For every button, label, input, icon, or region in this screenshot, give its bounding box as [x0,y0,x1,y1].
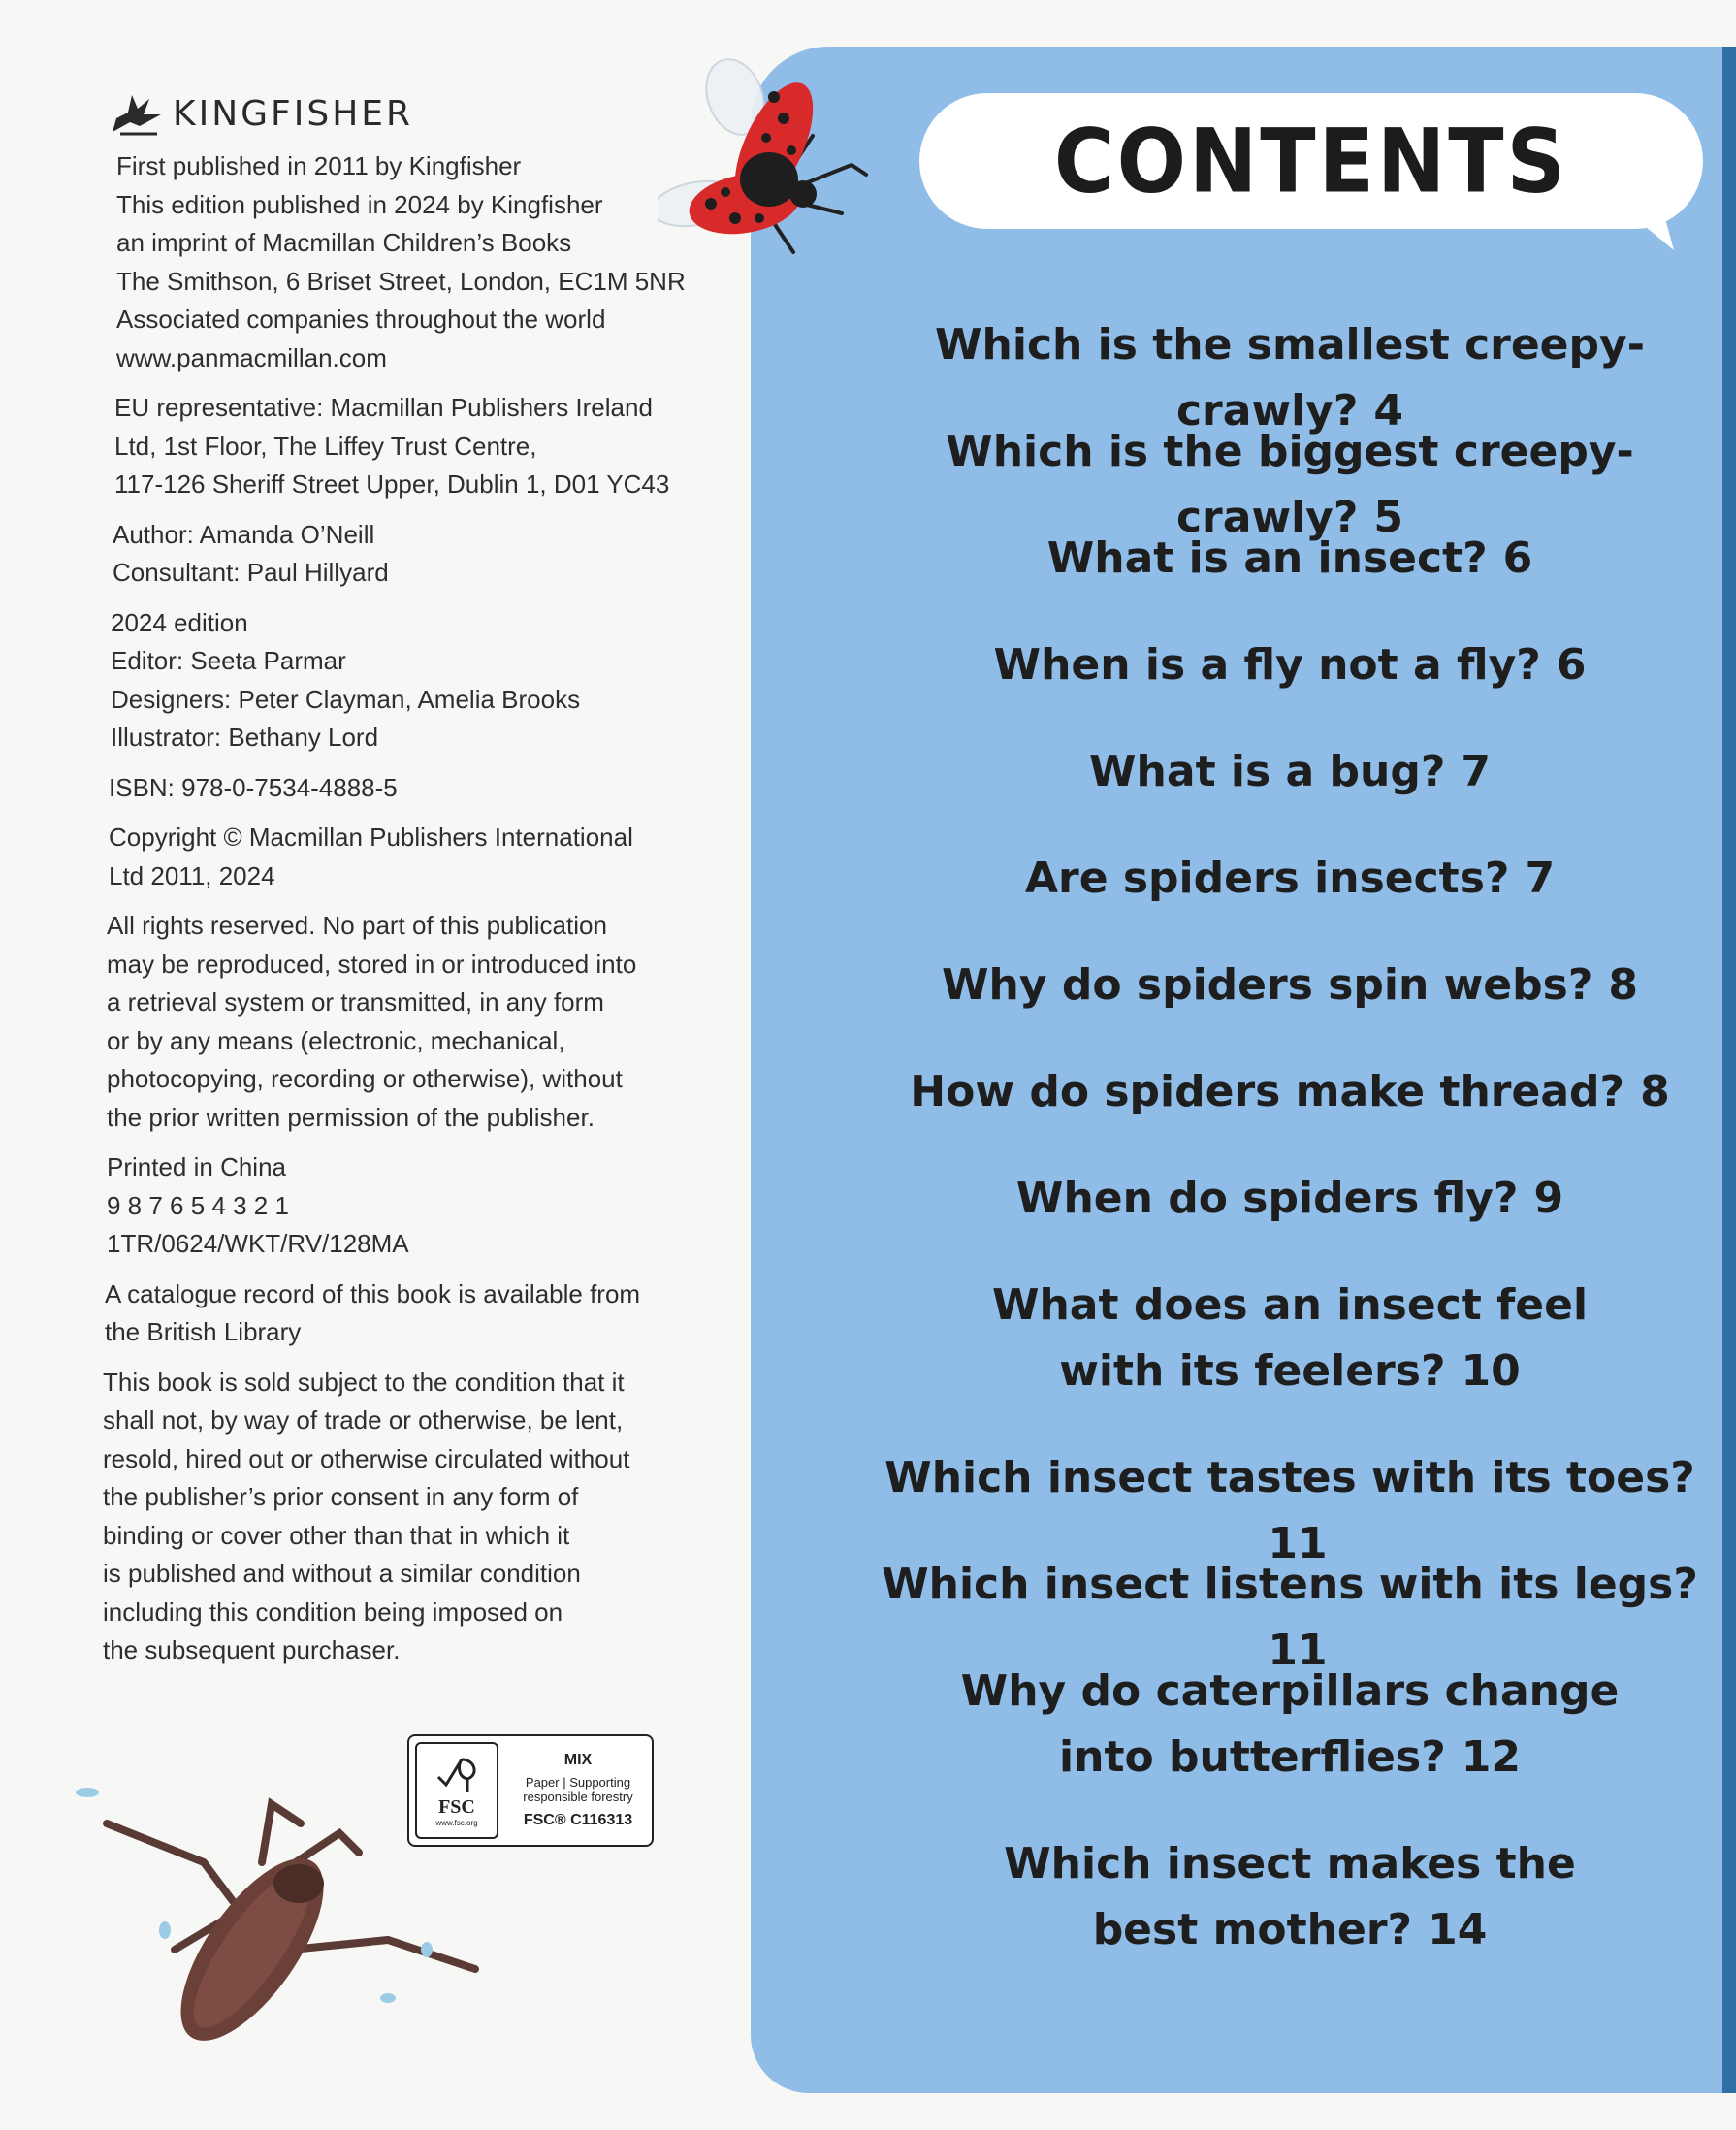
imprint-line: Consultant: Paul Hillyard [113,558,389,587]
isbn: ISBN: 978-0-7534-4888-5 [109,772,398,802]
toc-entry[interactable] [873,632,1707,698]
imprint-line: shall not, by way of trade or otherwise, be lent, [103,1405,624,1435]
imprint-line: photocopying, recording or otherwise), without [107,1064,623,1093]
toc-entry-page: 8 [1640,1067,1670,1116]
copyright-block [109,819,702,895]
contents-title-bubble [919,93,1703,229]
toc-entry[interactable] [873,526,1707,592]
credits-block [113,516,702,593]
water-beetle-illustration [68,1785,514,2066]
toc-entry-page: 9 [1533,1174,1564,1223]
toc-entry-title: Which is the biggest creepy-crawly? [946,427,1634,542]
sale-condition-block [103,1364,702,1670]
imprint-line: Designers: Peter Clayman, Amelia Brooks [111,684,581,714]
imprint-line: binding or cover other than that in which it [103,1520,570,1550]
printed-block [107,1148,702,1264]
imprint-line: This edition published in 2024 by Kingfisher [116,189,603,219]
toc-entry[interactable] [873,1831,1707,1963]
imprint-line: 1TR/0624/WKT/RV/128MA [107,1229,409,1258]
imprint-line: Printed in China [107,1152,286,1181]
toc-entry-page: 14 [1428,1905,1488,1954]
imprint-line: resold, hired out or otherwise circulated without [103,1443,630,1473]
toc-entry-page: 11 [1268,1626,1328,1675]
toc-entry-title: What does an insect feel with its feelers? [991,1280,1589,1396]
kingfisher-bird-icon [111,93,163,136]
imprint-line: the publisher’s prior consent in any form of [103,1482,579,1511]
toc-entry[interactable] [873,846,1707,912]
fsc-info [504,1736,652,1845]
publisher-logo [111,93,702,136]
toc-entry-title: When is a fly not a fly? [993,640,1541,690]
toc-entry-page: 8 [1608,960,1638,1010]
fsc-url: www.fsc.org [435,1819,478,1827]
imprint-line: Associated companies throughout the world [116,305,606,334]
edition-block [111,604,702,758]
fsc-paper: Paper | Supporting responsible forestry [523,1775,633,1804]
toc-entry-page: 4 [1373,386,1404,436]
speech-bubble-tail [1600,194,1678,252]
toc-entry[interactable] [873,1273,1707,1404]
imprint-line: Author: Amanda O’Neill [113,519,375,549]
imprint-line: 9 8 7 6 5 4 3 2 1 [107,1190,289,1220]
toc-entry-page: 12 [1461,1732,1521,1782]
ladybird-illustration [658,58,881,272]
imprint-line: a retrieval system or transmitted, in any form [107,987,604,1017]
toc-entry-page: 6 [1556,640,1587,690]
imprint-line: A catalogue record of this book is available from [105,1278,641,1308]
imprint-line: including this condition being imposed on [103,1597,563,1627]
toc-entry-page: 6 [1502,533,1533,583]
imprint-line: 2024 edition [111,607,248,637]
imprint-line: Copyright © Macmillan Publishers International [109,823,633,852]
imprint-line: 117-126 Sheriff Street Upper, Dublin 1, D01 YC43 [114,469,670,499]
toc-entry[interactable] [873,739,1707,805]
toc-entry-page: 11 [1268,1519,1328,1568]
toc-entry-title: Which insect listens with its legs? [882,1560,1698,1609]
rights-block [107,907,702,1137]
imprint-line: Ltd, 1st Floor, The Liffey Trust Centre, [114,431,537,461]
imprint-line: Editor: Seeta Parmar [111,646,346,675]
imprint-line: the British Library [105,1317,302,1346]
imprint-column [101,93,702,1682]
toc-entry-page: 7 [1525,854,1556,903]
toc-entry-title: Which is the smallest creepy-crawly? [935,320,1645,436]
toc-entry[interactable] [873,952,1707,1018]
toc-entry-page: 10 [1461,1346,1521,1396]
imprint-line: www.panmacmillan.com [116,342,387,372]
logo-text: KINGFISHER [173,94,414,135]
toc-entry-title: Are spiders insects? [1024,854,1510,903]
imprint-line: may be reproduced, stored in or introduced into [107,949,637,979]
toc-entry[interactable] [873,1059,1707,1125]
toc-entry[interactable] [873,1659,1707,1791]
toc-entry-title: Which insect tastes with its toes? [884,1453,1695,1502]
toc-entry-page: 7 [1461,747,1491,796]
imprint-line: is published and without a similar condition [103,1559,581,1588]
contents-title: CONTENTS [1053,110,1569,212]
fsc-logo-name: FSC [438,1796,475,1818]
toc-entry-title: What is a bug? [1089,747,1446,796]
first-published-block [116,147,702,377]
toc-entry[interactable] [873,1166,1707,1232]
imprint-line: EU representative: Macmillan Publishers Ireland [114,393,653,422]
toc-entry-title: Which insect makes the best mother? [1004,1839,1576,1954]
toc-entry-title: Why do caterpillars change into butterflies? [960,1666,1620,1782]
toc-entry-title: When do spiders fly? [1015,1174,1519,1223]
imprint-line: an imprint of Macmillan Children’s Books [116,228,572,257]
imprint-line: Ltd 2011, 2024 [109,860,275,890]
toc-entry-title: How do spiders make thread? [910,1067,1625,1116]
isbn-block [109,769,702,808]
toc-entry-page: 5 [1373,493,1404,542]
imprint-line: Illustrator: Bethany Lord [111,723,379,752]
toc-entry-title: Why do spiders spin webs? [942,960,1593,1010]
catalogue-block [105,1275,702,1352]
imprint-line: First published in 2011 by Kingfisher [116,151,522,180]
toc-entry-title: What is an insect? [1046,533,1488,583]
imprint-line: the prior written permission of the publisher. [107,1102,595,1132]
imprint-line: This book is sold subject to the condition that it [103,1367,625,1397]
eu-representative-block [114,389,702,504]
fsc-code: FSC® C116313 [523,1812,633,1828]
imprint-line: The Smithson, 6 Briset Street, London, EC1M 5NR [116,266,686,296]
fsc-mix: MIX [563,1752,593,1768]
imprint-line: or by any means (electronic, mechanical, [107,1025,565,1055]
imprint-line: All rights reserved. No part of this publication [107,911,607,940]
imprint-line: the subsequent purchaser. [103,1635,401,1664]
